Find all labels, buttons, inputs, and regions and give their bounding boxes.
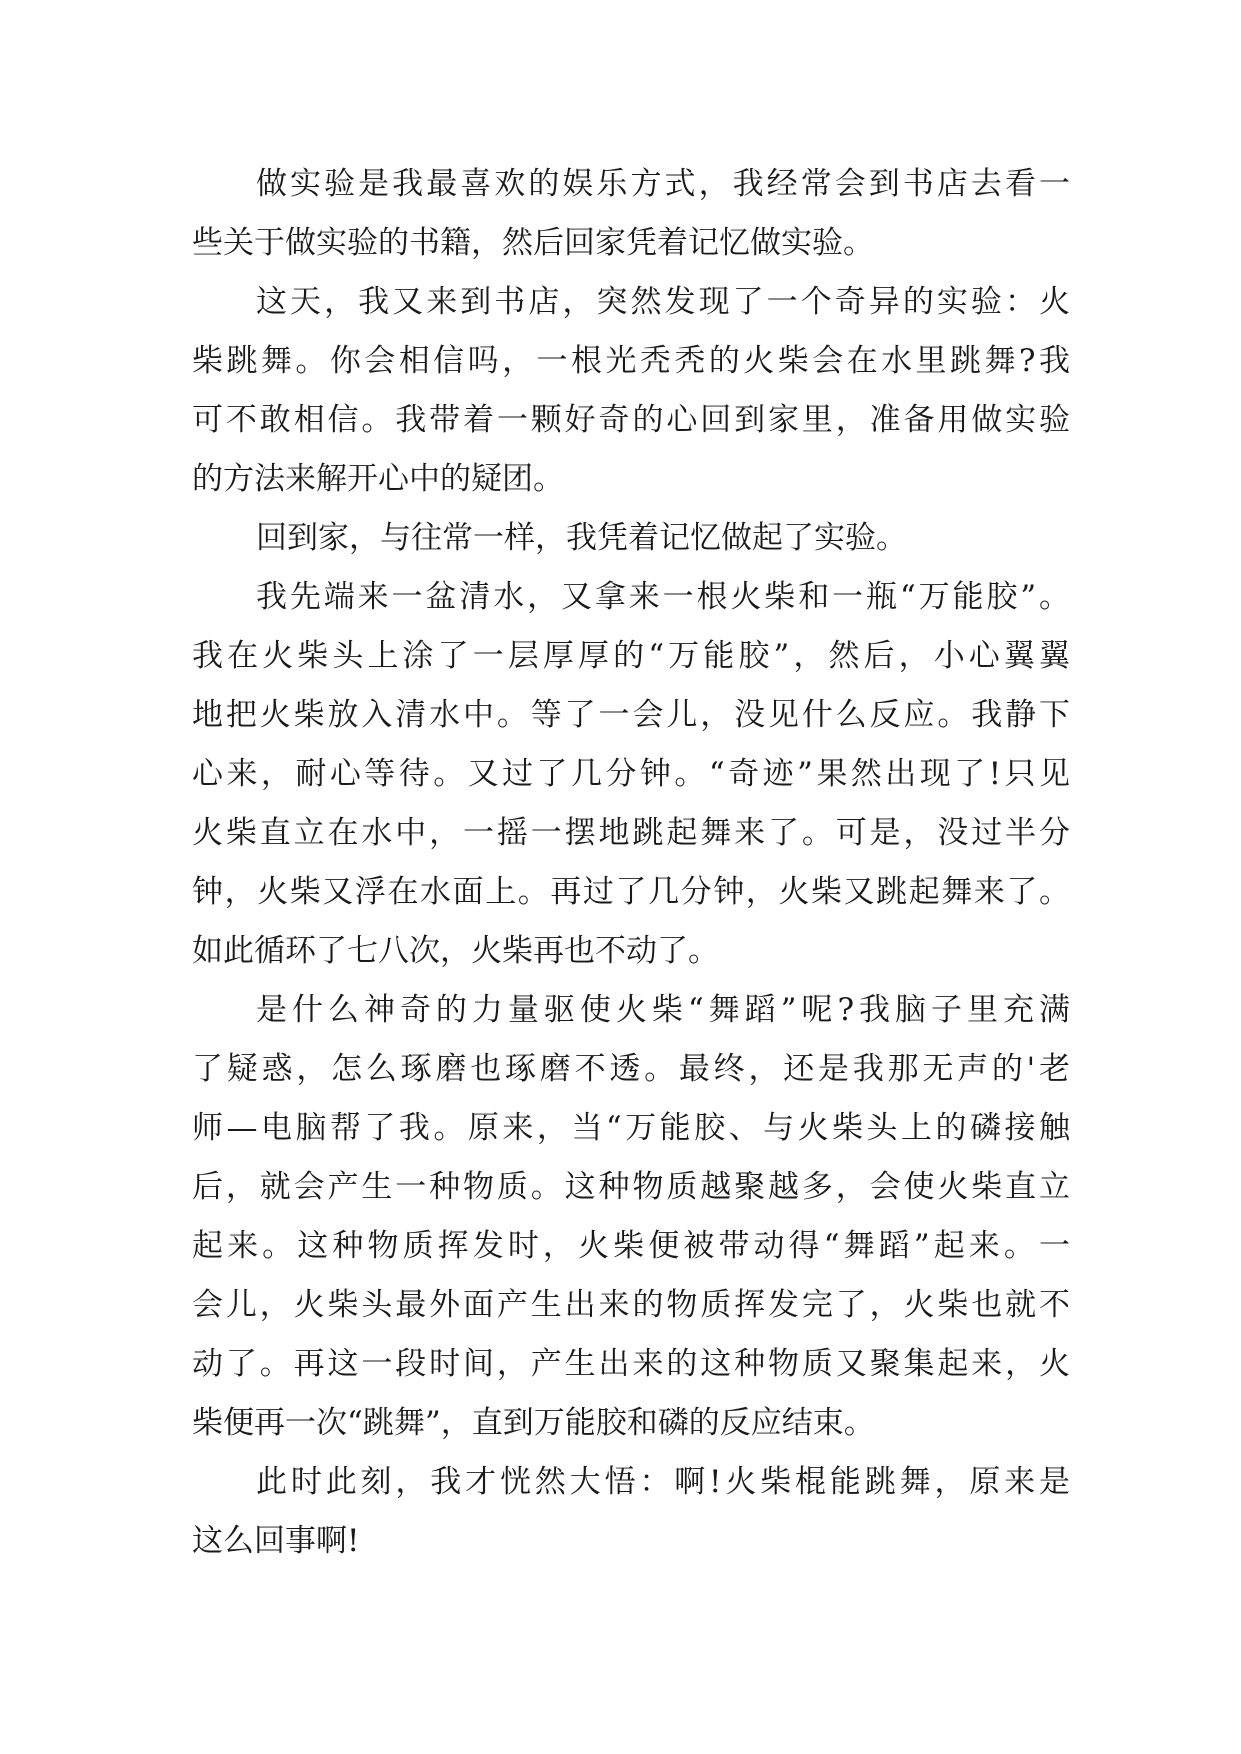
paragraph-4	[192, 568, 1070, 981]
paragraph-2	[192, 273, 1070, 509]
text-line: 如此循环了七八次，火柴再也不动了。	[192, 933, 719, 969]
text-line: 此时此刻，我才恍然大悟：啊!火柴棍能跳舞，原来是	[256, 1464, 1070, 1500]
text-line: 柴跳舞。你会相信吗，一根光秃秃的火柴会在水里跳舞?我	[192, 343, 1070, 379]
text-line: 火柴直立在水中，一摇一摆地跳起舞来了。可是，没过半分	[192, 815, 1070, 851]
text-line: 回到家，与往常一样，我凭着记忆做起了实验。	[256, 520, 907, 556]
text-line: 后，就会产生一种物质。这种物质越聚越多，会使火柴直立	[192, 1169, 1070, 1205]
text-line: 会儿，火柴头最外面产生出来的物质挥发完了，火柴也就不	[192, 1287, 1070, 1323]
text-line: 些关于做实验的书籍，然后回家凭着记忆做实验。	[192, 225, 874, 261]
text-line: 起来。这种物质挥发时，火柴便被带动得“舞蹈”起来。一	[192, 1228, 1070, 1264]
document-body	[192, 155, 1070, 1571]
text-line: 心来，耐心等待。又过了几分钟。“奇迹”果然出现了!只见	[192, 756, 1070, 792]
text-line: 地把火柴放入清水中。等了一会儿，没见什么反应。我静下	[192, 697, 1070, 733]
text-line: 我在火柴头上涂了一层厚厚的“万能胶”，然后，小心翼翼	[192, 638, 1070, 674]
paragraph-1	[192, 155, 1070, 273]
text-line: 是什么神奇的力量驱使火柴“舞蹈”呢?我脑子里充满	[256, 992, 1070, 1028]
paragraph-5	[192, 981, 1070, 1453]
text-line: 做实验是我最喜欢的娱乐方式，我经常会到书店去看一	[256, 166, 1070, 202]
paragraph-6	[192, 1453, 1070, 1571]
text-line: 钟，火柴又浮在水面上。再过了几分钟，火柴又跳起舞来了。	[192, 874, 1070, 910]
text-line: 的方法来解开心中的疑团。	[192, 461, 564, 497]
text-line: 我先端来一盆清水，又拿来一根火柴和一瓶“万能胶”。	[256, 579, 1070, 615]
text-line: 柴便再一次“跳舞”，直到万能胶和磷的反应结束。	[192, 1405, 875, 1441]
text-line: 这天，我又来到书店，突然发现了一个奇异的实验：火	[256, 284, 1070, 320]
paragraph-3	[192, 509, 1070, 568]
text-line: 师—电脑帮了我。原来，当“万能胶、与火柴头上的磷接触	[192, 1110, 1070, 1146]
text-line: 这么回事啊!	[192, 1523, 360, 1559]
text-line: 动了。再这一段时间，产生出来的这种物质又聚集起来，火	[192, 1346, 1070, 1382]
text-line: 可不敢相信。我带着一颗好奇的心回到家里，准备用做实验	[192, 402, 1070, 438]
text-line: 了疑惑，怎么琢磨也琢磨不透。最终，还是我那无声的'老	[192, 1051, 1070, 1087]
